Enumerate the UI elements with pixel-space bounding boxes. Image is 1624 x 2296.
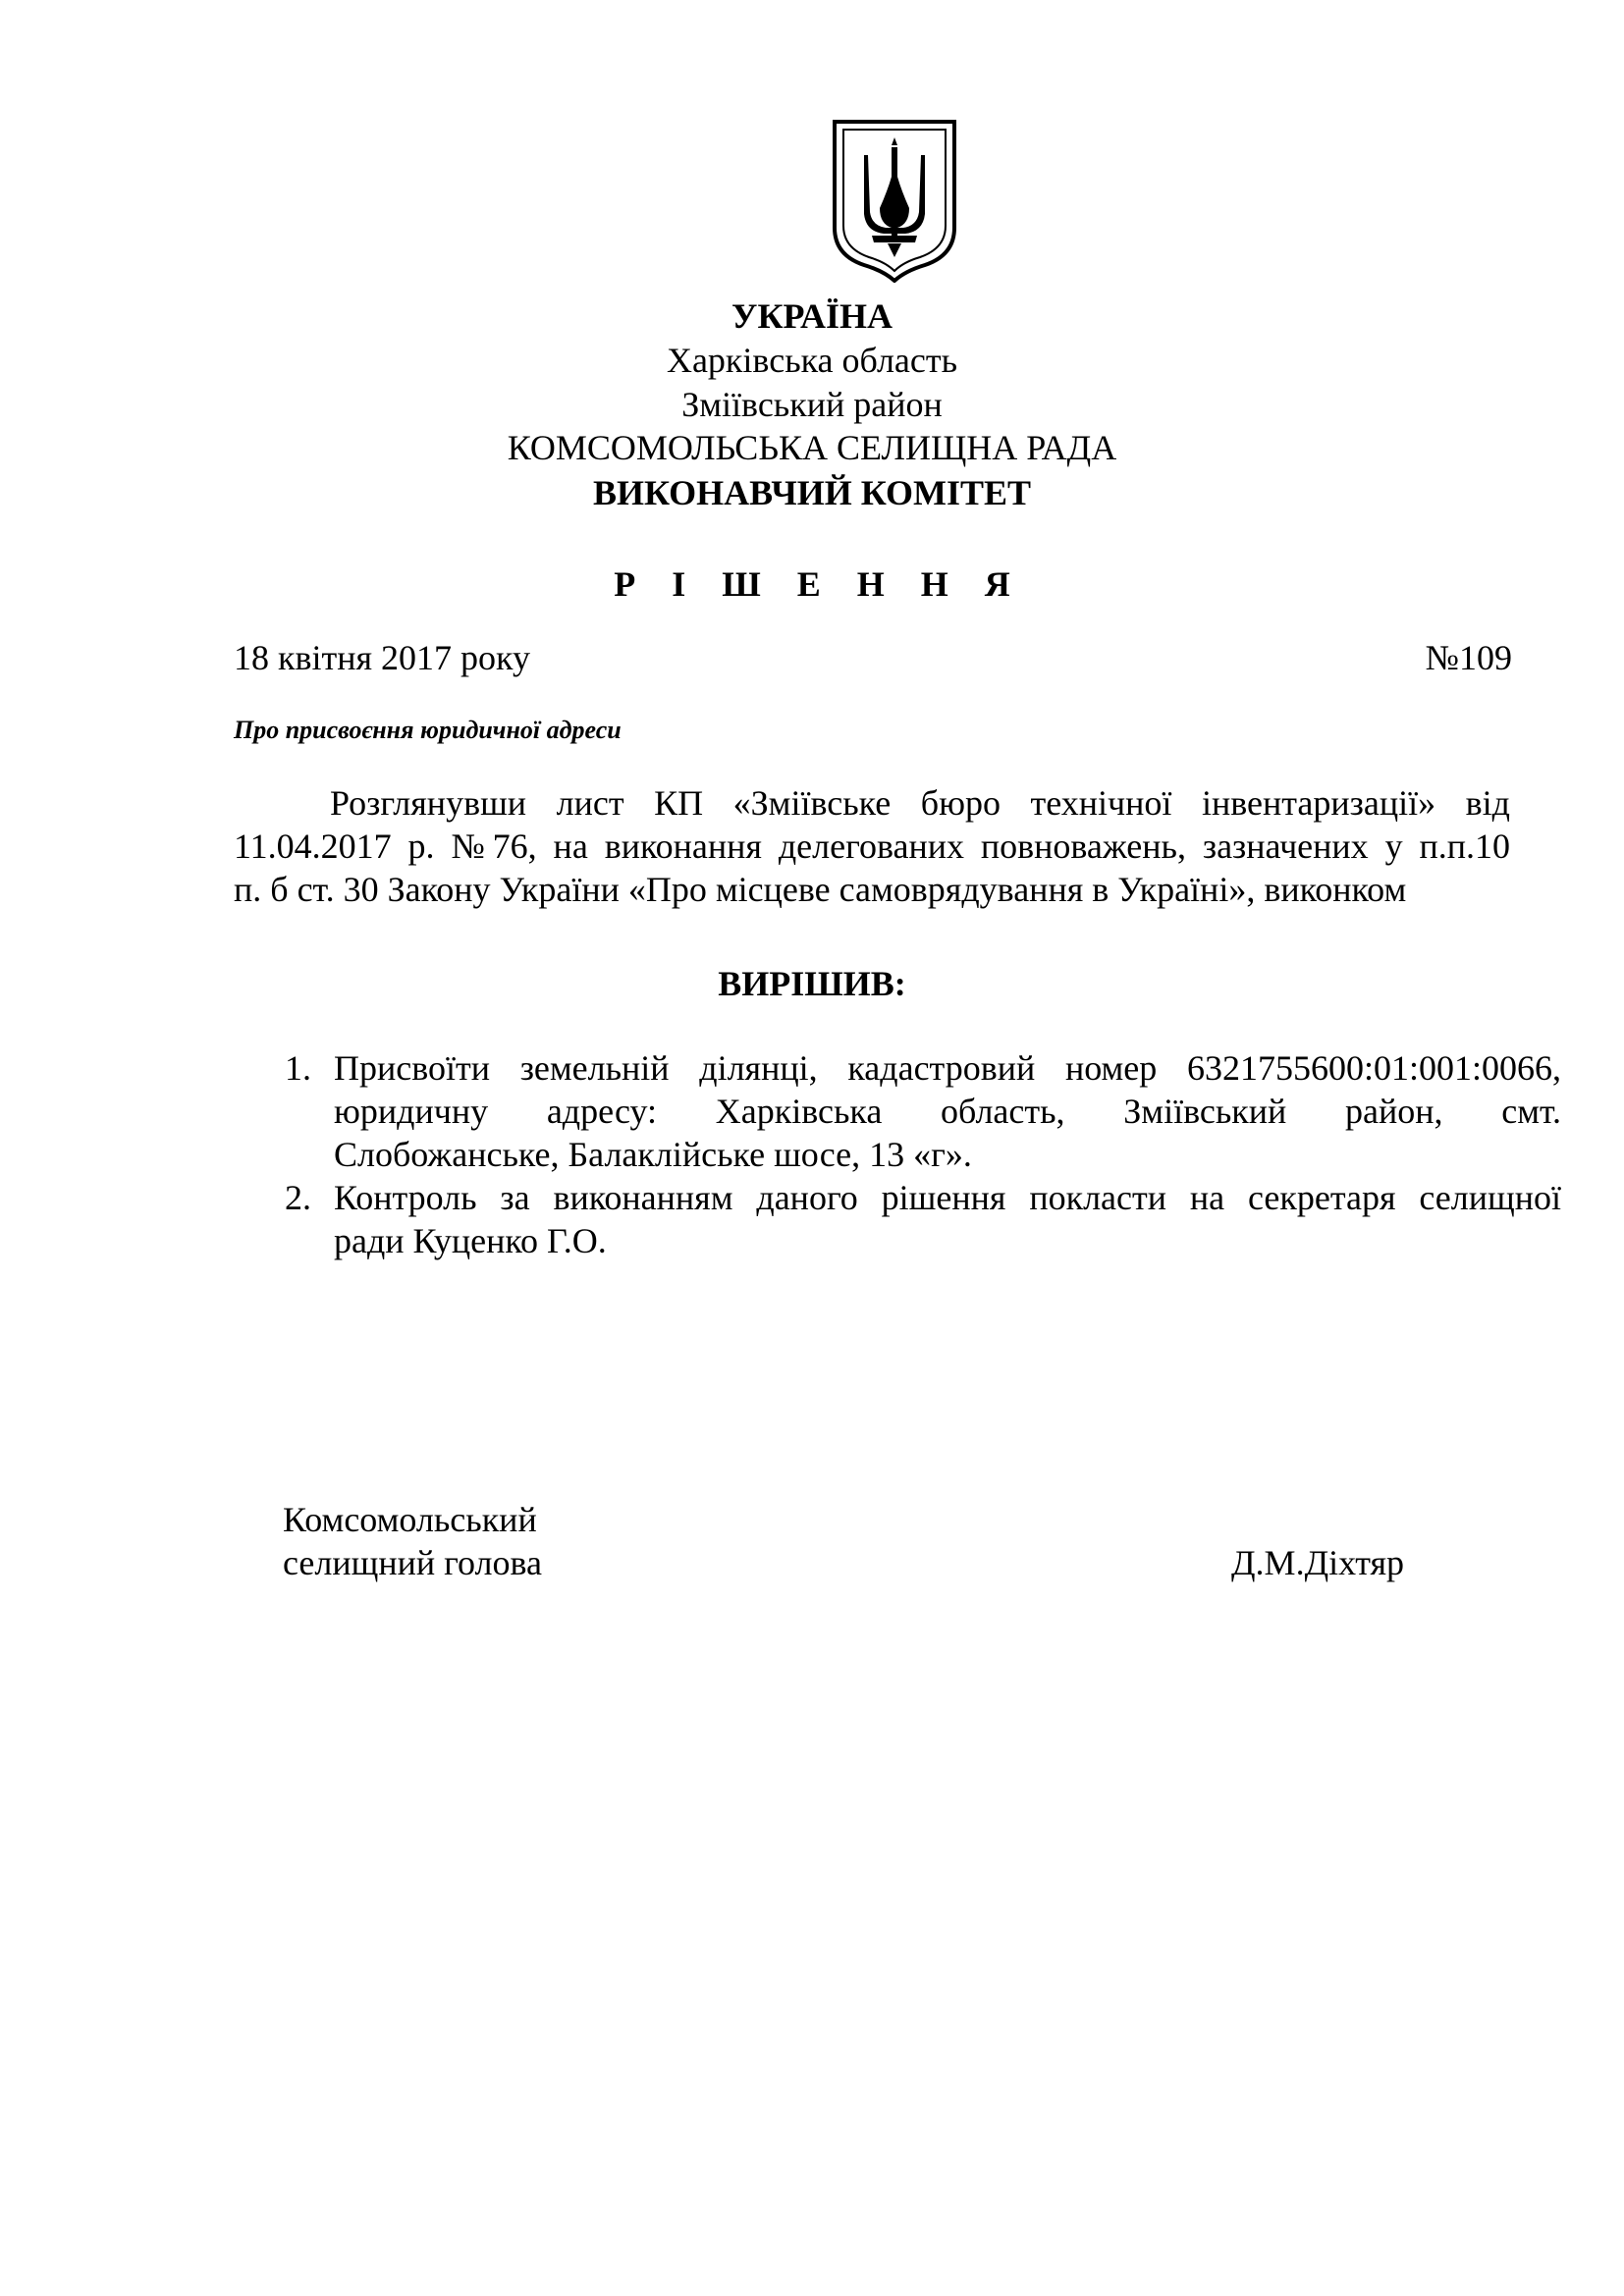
committee-heading: ВИКОНАВЧИЙ КОМІТЕТ (592, 473, 1032, 512)
raion-line: Зміївський район (681, 385, 943, 424)
oblast-line: Харківська область (666, 341, 958, 380)
council-line: КОМСОМОЛЬСЬКА СЕЛИЩНА РАДА (507, 428, 1117, 467)
list-item-line: ради Куценко Г.О. (334, 1221, 607, 1260)
signatory-title (283, 1498, 542, 1584)
decision-subject: Про присвоєння юридичної адреси (234, 716, 622, 744)
document-type-heading: Р І Ш Е Н Н Я (614, 564, 1024, 604)
country-heading: УКРАЇНА (731, 296, 893, 336)
intro-line: 11.04.2017 р. №76, на виконання делегованих повноважень, зазначених у п.п.10 (234, 827, 1510, 866)
signatory-title-line: Комсомольський (283, 1500, 537, 1539)
coat-of-arms-icon (829, 118, 960, 283)
list-item-number: 2. (285, 1178, 311, 1217)
list-item (285, 1046, 1561, 1176)
list-item-line: юридичну адресу: Харківська область, Зміївський район, смт. (334, 1092, 1561, 1131)
resolved-heading: ВИРІШИВ: (718, 964, 906, 1003)
signatory-name: Д.М.Діхтяр (1231, 1543, 1405, 1582)
signatory-title-line: селищний голова (283, 1543, 543, 1582)
list-item-line: Присвоїти земельній ділянці, кадастровий номер 6321755600:01:001:0066, (334, 1048, 1561, 1088)
intro-line: Розглянувши лист КП «Зміївське бюро технічної інвентаризації» від (330, 783, 1510, 823)
list-item-line: Контроль за виконанням даного рішення покласти на секретаря селищної (334, 1178, 1561, 1217)
intro-line: п. б ст. 30 Закону України «Про місцеве самоврядування в Україні», виконком (234, 870, 1407, 909)
intro-paragraph (234, 781, 1510, 911)
list-item-line: Слобожанське, Балаклійське шосе, 13 «г». (334, 1135, 972, 1174)
resolution-list (285, 1046, 1561, 1262)
list-item-number: 1. (285, 1048, 311, 1088)
decision-number: №109 (1425, 638, 1512, 677)
list-item (285, 1176, 1561, 1262)
decision-date: 18 квітня 2017 року (234, 638, 531, 677)
